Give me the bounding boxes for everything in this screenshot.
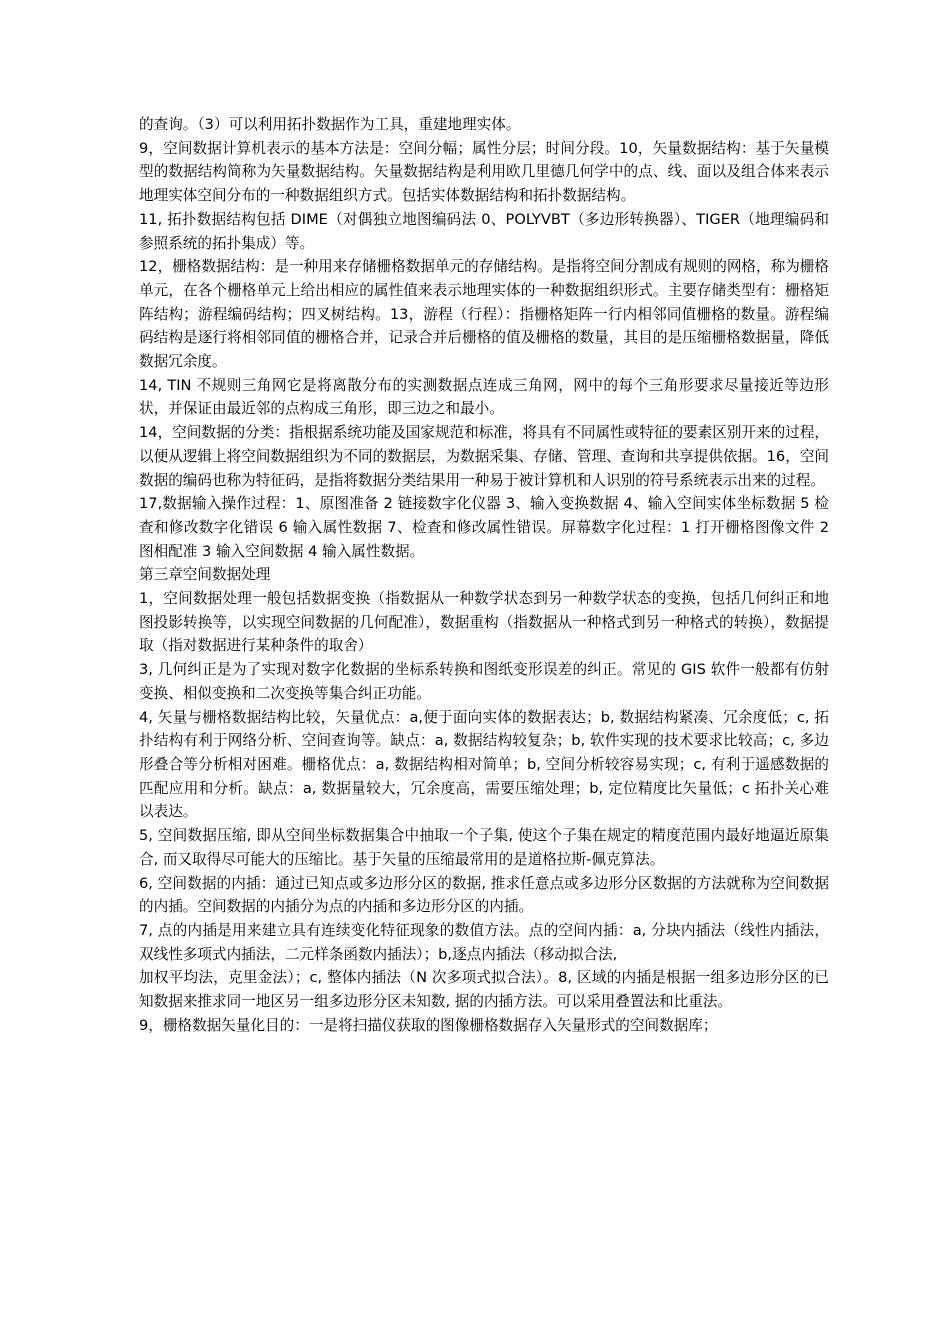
paragraph-raster-structure: 12，栅格数据结构：是一种用来存储栅格数据单元的存储结构。是指将空间分割成有规则的网格，称为栅格单元，在各个栅格单元上给出相应的属性值来表示地理实体的一种数据组织形式。主要存储类型有：栅格矩阵结构；游程编码结构；四叉树结构。13，游程（行程）：指栅格矩阵一行内相邻同值栅格的数量。游程编码结构是逐行将相邻同值的栅格合并，记录合并后栅格的值及栅格的数量，其目的是压缩栅格数据量，降低数据冗余度。 — [139, 258, 829, 371]
paragraph-topology-query: 的查询。（3）可以利用拓扑数据作为工具，重建地理实体。 — [139, 116, 521, 133]
document-body — [139, 113, 829, 1037]
paragraph-interpolation: 6, 空间数据的内插：通过已知点或多边形分区的数据, 推求任意点或多边形分区数据的方法就称为空间数据的内插。空间数据的内插分为点的内插和多边形分区的内插。 — [139, 874, 829, 916]
paragraph-vector-raster-comparison: 4, 矢量与栅格数据结构比较，矢量优点：a,便于面向实体的数据表达；b, 数据结构紧凑、冗余度低；c, 拓扑结构有利于网络分析、空间查询等。缺点：a, 数据结构较复杂；b, 软件实现的技术要求比较高；c, 多边形叠合等分析相对困难。栅格优点：a, 数据结构相对简单；b, 空间分析较容易实现；c, 有利于遥感数据的匹配应用和分析。缺点：a, 数据量较大，冗余度高，需要压缩处理；b, 定位精度比矢量低；c 拓扑关心难以表达。 — [139, 708, 829, 821]
paragraph-geometric-correction: 3, 几何纠正是为了实现对数字化数据的坐标系转换和图纸变形误差的纠正。常见的 GIS 软件一般都有仿射变换、相似变换和二次变换等集合纠正功能。 — [139, 661, 829, 702]
paragraph-spatial-data-representation: 9，空间数据计算机表示的基本方法是：空间分幅；属性分层；时间分段。10，矢量数据结构：基于矢量模型的数据结构简称为矢量数据结构。矢量数据结构是利用欧几里德几何学中的点、线、面以及组合体来表示地理实体空间分布的一种数据组织方式。包括实体数据结构和拓扑数据结构。 — [139, 139, 829, 205]
chapter-heading: 第三章空间数据处理 — [139, 566, 271, 584]
paragraph-raster-vectorization: 9，栅格数据矢量化目的：一是将扫描仪获取的图像栅格数据存入矢量形式的空间数据库； — [139, 1016, 718, 1034]
paragraph-point-interpolation: 7, 点的内插是用来建立具有连续变化特征现象的数值方法。点的空间内插：a, 分块内插法（线性内插法，双线性多项式内插法，二元样条函数内插法）；b,逐点内插法（移动拟合法, — [139, 921, 829, 963]
paragraph-topology-structures: 11, 拓扑数据结构包括 DIME（对偶独立地图编码法 0、POLYVBT（多边形转换器）、TIGER（地理编码和参照系统的拓扑集成）等。 — [139, 210, 829, 252]
paragraph-data-processing: 1，空间数据处理一般包括数据变换（指数据从一种数学状态到另一种数学状态的变换，包括几何纠正和地图投影转换等，以实现空间数据的几何配准），数据重构（指数据从一种格式到另一种格式的转换），数据提取（指对数据进行某种条件的取舍） — [139, 590, 829, 655]
paragraph-data-input: 17,数据输入操作过程：1、原图准备 2 链接数字化仪器 3、输入变换数据 4、输入空间实体坐标数据 5 检查和修改数字化错误 6 输入属性数据 7、检查和修改属性错误。屏幕数字化过程：1 打开栅格图像文件 2 图相配准 3 输入空间数据 4 输入属性数据。 — [139, 495, 829, 560]
paragraph-data-classification: 14，空间数据的分类：指根据系统功能及国家规范和标准，将具有不同属性或特征的要素区别开来的过程，以便从逻辑上将空间数据组织为不同的数据层，为数据采集、存储、管理、查询和共享提供依据。16，空间数据的编码也称为特征码，是指将数据分类结果用一种易于被计算机和人识别的符号系统表示出来的过程。 — [139, 424, 829, 489]
paragraph-tin: 14, TIN 不规则三角网它是将离散分布的实测数据点连成三角网，网中的每个三角形要求尽量接近等边形状，并保证由最近邻的点构成三角形，即三边之和最小。 — [139, 376, 829, 418]
paragraph-area-interpolation: 加权平均法，克里金法）；c, 整体内插法（N 次多项式拟合法）。8, 区域的内插是根据一组多边形分区的已知数据来推求同一地区另一组多边形分区未知数, 据的内插方法。可以采用叠置法和比重法。 — [139, 969, 829, 1011]
paragraph-data-compression: 5, 空间数据压缩, 即从空间坐标数据集合中抽取一个子集, 使这个子集在规定的精度范围内最好地逼近原集合, 而又取得尽可能大的压缩比。基于矢量的压缩最常用的是道格拉斯-佩克算法。 — [139, 827, 829, 868]
